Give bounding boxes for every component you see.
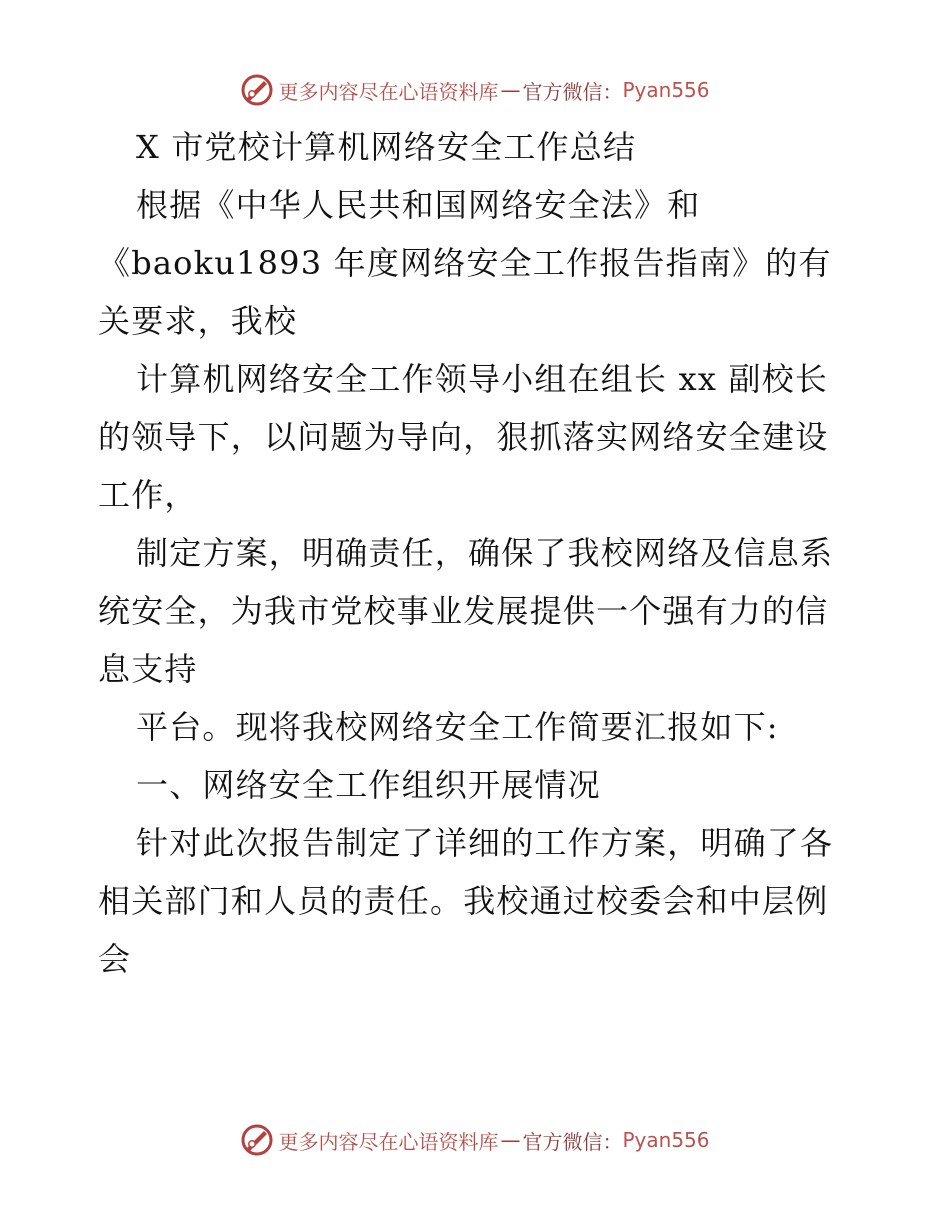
watermark-id: Pyan556 [622,78,710,102]
paragraph: 针对此次报告制定了详细的工作方案，明确了各相关部门和人员的责任。我校通过校委会和中层例会 [98,824,834,978]
watermark-separator: — [500,1128,521,1152]
paragraph: 制定方案，明确责任，确保了我校网络及信息系统安全，为我市党校事业发展提供一个强有力的信息支持 [98,534,834,688]
watermark-main-text: 更多内容尽在心语资料库 [278,1129,499,1154]
watermark-separator: — [500,78,521,102]
document-title: X 市党校计算机网络安全工作总结 [136,128,637,166]
paragraph: 平台。现将我校网络安全工作简要汇报如下: [136,708,779,746]
paragraph: 根据《中华人民共和国网络安全法》和 [136,186,701,224]
section-heading: 一、网络安全工作组织开展情况 [136,766,601,804]
watermark-label: 官方微信： [522,1129,623,1154]
quill-logo-icon [240,73,274,107]
footer-watermark [0,1120,950,1160]
document-body [98,118,858,988]
header-watermark [0,70,950,110]
watermark-id: Pyan556 [622,1128,710,1152]
watermark-label: 官方微信： [522,79,623,104]
watermark-main-text: 更多内容尽在心语资料库 [278,79,499,104]
paragraph: 计算机网络安全工作领导小组在组长 xx 副校长的领导下，以问题为导向，狠抓落实网络安全建设工作， [98,360,829,514]
paragraph: 《baoku1893 年度网络安全工作报告指南》的有关要求，我校 [98,244,832,340]
quill-logo-icon [240,1123,274,1157]
